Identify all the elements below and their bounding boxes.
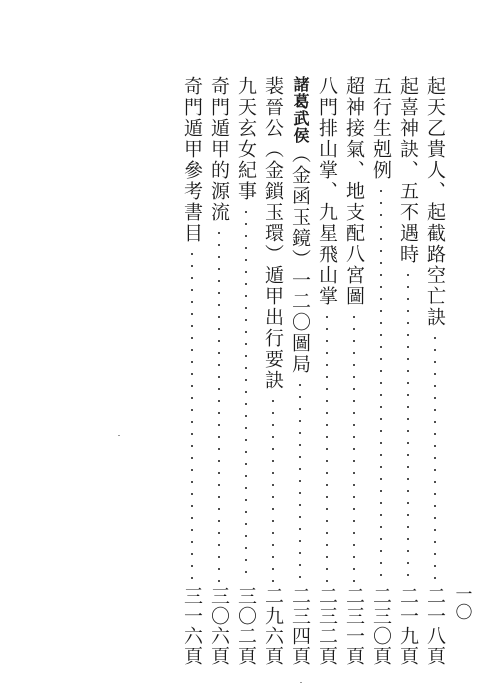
page-number: 一〇: [455, 585, 473, 623]
dot-leader: [299, 379, 301, 582]
toc-entry[interactable]: [395, 76, 421, 666]
toc-entry-page: 二九六頁: [262, 586, 284, 666]
table-of-contents: [176, 76, 446, 666]
toc-entry-page: 二三一頁: [343, 586, 365, 666]
dot-leader: [218, 227, 220, 582]
toc-entry-title: 奇門遁甲的源流: [208, 76, 230, 223]
toc-entry-title: 九天玄女紀事: [235, 76, 257, 202]
toc-entry-title: 起喜神訣、五不遇時: [397, 76, 419, 265]
dot-leader: [245, 206, 247, 582]
dot-leader: [272, 395, 274, 582]
toc-entry-title-bold: 諸葛武侯: [291, 76, 310, 144]
toc-entry-title: 超神接氣、地支配八宮圖: [343, 76, 365, 307]
toc-entry-page: 二一八頁: [424, 586, 446, 666]
toc-entry-title: 奇門遁甲參考書目: [181, 76, 203, 244]
toc-entry-title: 五行生剋例: [370, 76, 392, 181]
toc-entry-page: 二三〇頁: [370, 586, 392, 666]
toc-entry[interactable]: [206, 76, 232, 666]
toc-entry-page: 三一六頁: [181, 586, 203, 666]
dot-leader: [434, 332, 436, 582]
toc-entry[interactable]: [368, 76, 394, 666]
toc-entry[interactable]: [233, 76, 259, 666]
toc-entry-title: 八門排山掌、九星飛山掌: [316, 76, 338, 307]
toc-entry[interactable]: [422, 76, 448, 666]
toc-entry[interactable]: [314, 76, 340, 666]
toc-entry-title: 起天乙貴人、起截路空亡訣: [424, 76, 446, 328]
scan-speck: [300, 682, 302, 683]
toc-entry-page: 三〇六頁: [208, 586, 230, 666]
dot-leader: [380, 185, 382, 582]
toc-entry[interactable]: [179, 76, 205, 666]
dot-leader: [326, 311, 328, 582]
dot-leader: [407, 269, 409, 582]
toc-entry[interactable]: [260, 76, 286, 666]
dot-leader: [353, 311, 355, 582]
toc-entry-page: 二一九頁: [397, 586, 419, 666]
toc-entry-page: 二三四頁: [289, 586, 311, 666]
scan-speck: [118, 435, 120, 436]
toc-entry-title: 裴晉公（金鎖玉環）遁甲出行要訣: [262, 76, 284, 391]
toc-entry-title-rest: （金函玉鏡）一二〇圖局: [289, 144, 311, 375]
dot-leader: [191, 248, 193, 582]
toc-entry-page: 三〇二頁: [235, 586, 257, 666]
toc-entry[interactable]: [287, 76, 313, 666]
toc-entry[interactable]: [341, 76, 367, 666]
toc-entry-page: 二三二頁: [316, 586, 338, 666]
toc-entry-title: [287, 76, 313, 375]
